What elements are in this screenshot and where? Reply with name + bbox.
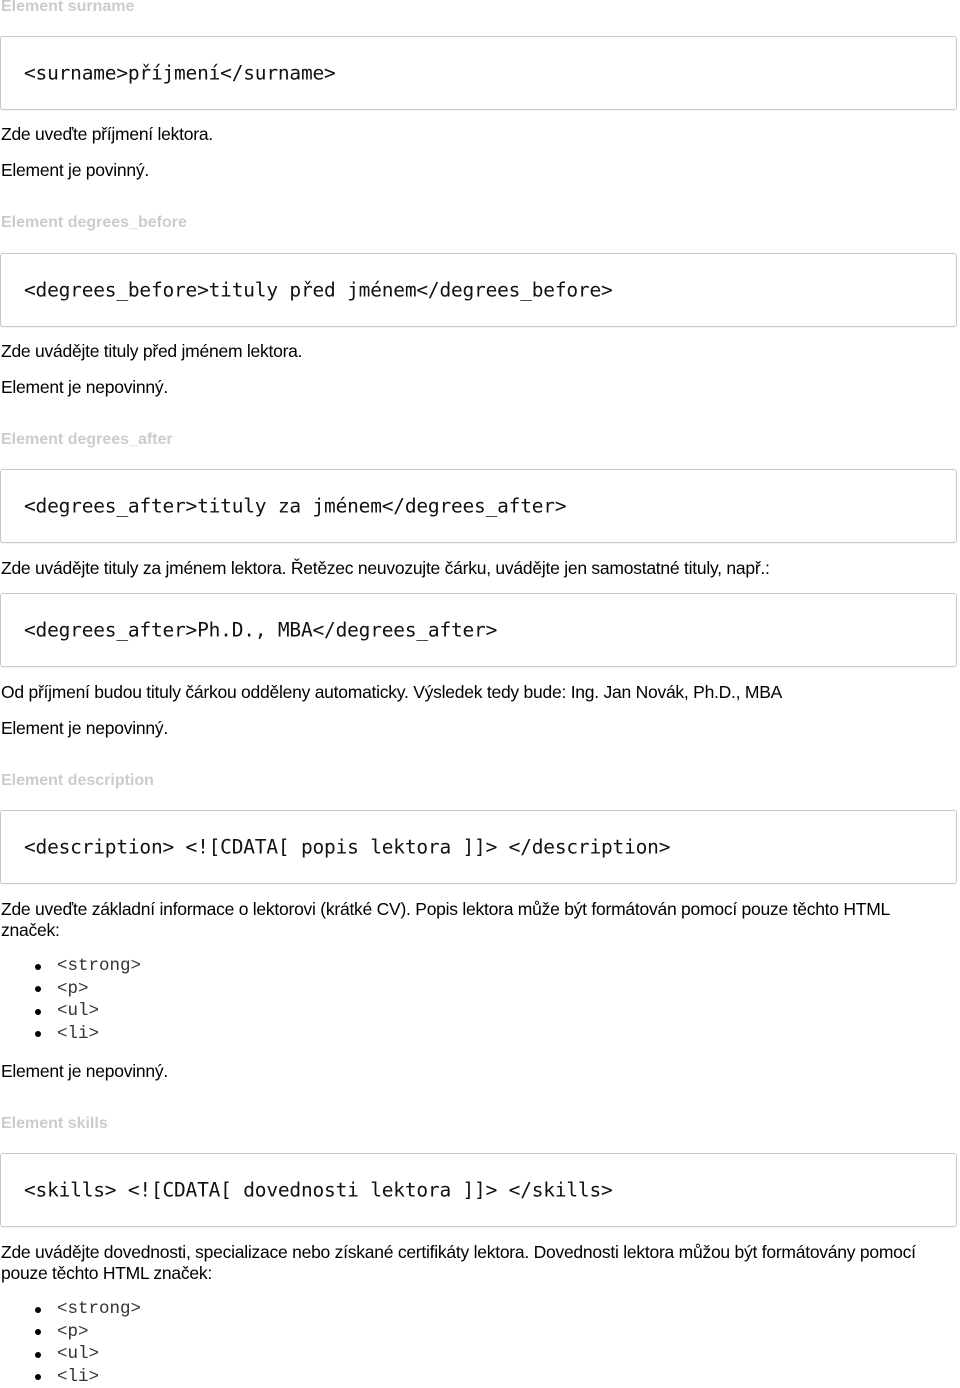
heading-surname: Element surname (1, 0, 134, 17)
list-item (0, 1321, 141, 1344)
tag-label: <li> (57, 1024, 99, 1044)
code-degrees-before: <degrees_before>tituly před jménem</degrees_before> (24, 279, 613, 302)
list-item (0, 1000, 141, 1023)
tag-list-description (0, 955, 141, 1045)
example-code-degrees-after: <degrees_after>Ph.D., MBA</degrees_after> (24, 619, 497, 642)
heading-degrees-after: Element degrees_after (1, 430, 173, 450)
code-degrees-after: <degrees_after>tituly za jménem</degrees_after> (24, 495, 566, 518)
bullet-icon (35, 1329, 41, 1335)
code-surname: <surname>příjmení</surname> (24, 62, 336, 85)
tag-label: <li> (57, 1367, 99, 1387)
desc-skills: Zde uvádějte dovednosti, specializace nebo získané certifikáty lektora. Dovednosti lektora můžou být formátovány pomocí pouze těchto HTML značek: (1, 1242, 941, 1284)
list-item (0, 978, 141, 1001)
desc-degrees-after: Zde uvádějte tituly za jménem lektora. Řetězec neuvozujte čárku, uvádějte jen samostatné tituly, např.: (1, 558, 770, 579)
list-item (0, 1366, 141, 1388)
tag-label: <ul> (57, 1344, 99, 1364)
code-block-surname (0, 36, 957, 110)
tag-label: <strong> (57, 1299, 141, 1319)
desc-surname: Zde uveďte příjmení lektora. (1, 124, 213, 145)
code-block-degrees-after (0, 469, 957, 543)
bullet-icon (35, 964, 41, 970)
example-code-block-degrees-after (0, 593, 957, 667)
code-block-degrees-before (0, 253, 957, 327)
bullet-icon (35, 1031, 41, 1037)
code-block-description (0, 810, 957, 884)
list-item (0, 1298, 141, 1321)
tag-list-skills (0, 1298, 141, 1388)
heading-degrees-before: Element degrees_before (1, 213, 187, 233)
required-degrees-after: Element je nepovinný. (1, 718, 168, 739)
required-description: Element je nepovinný. (1, 1061, 168, 1082)
list-item (0, 1023, 141, 1046)
desc-description: Zde uveďte základní informace o lektorovi (krátké CV). Popis lektora může být formátován pomocí pouze těchto HTML značek: (1, 899, 941, 941)
code-skills: <skills> <![CDATA[ dovednosti lektora ]]> </skills> (24, 1179, 613, 1202)
desc-degrees-before: Zde uvádějte tituly před jménem lektora. (1, 341, 302, 362)
tag-label: <strong> (57, 956, 141, 976)
heading-description: Element description (1, 771, 154, 791)
bullet-icon (35, 1374, 41, 1380)
tag-label: <ul> (57, 1001, 99, 1021)
bullet-icon (35, 986, 41, 992)
bullet-icon (35, 1352, 41, 1358)
list-item (0, 955, 141, 978)
bullet-icon (35, 1307, 41, 1313)
note-degrees-after: Od příjmení budou tituly čárkou odděleny automaticky. Výsledek tedy bude: Ing. Jan Novák, Ph.D., MBA (1, 682, 782, 703)
list-item (0, 1343, 141, 1366)
tag-label: <p> (57, 1322, 89, 1342)
tag-label: <p> (57, 979, 89, 999)
required-degrees-before: Element je nepovinný. (1, 377, 168, 398)
bullet-icon (35, 1009, 41, 1015)
code-block-skills (0, 1153, 957, 1227)
code-description: <description> <![CDATA[ popis lektora ]]> </description> (24, 836, 670, 859)
heading-skills: Element skills (1, 1114, 108, 1134)
required-surname: Element je povinný. (1, 160, 149, 181)
